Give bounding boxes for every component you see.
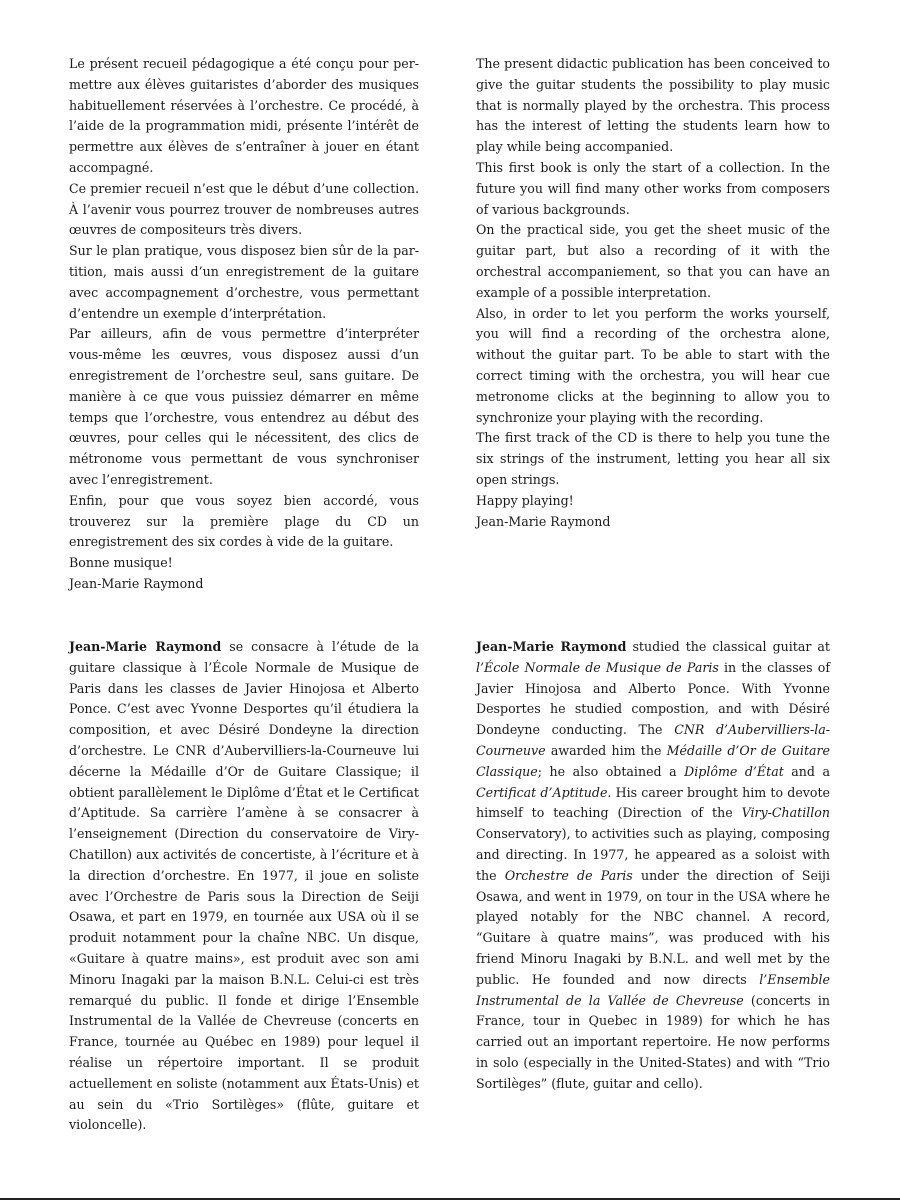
en-bio-italic: l’Ensemble Instrumental de la Vallée de Chevreuse <box>476 971 830 1008</box>
fr-intro-signature: Jean-Marie Raymond <box>69 575 204 591</box>
fr-bio-paragraph <box>69 637 419 1136</box>
en-intro-paragraph: On the practical side, you get the sheet music of the guitar part, but also a recording of it with the orchestral accompaniement, so that you can have an example of a possible interpretation. <box>476 222 830 300</box>
en-bio-text: Conservatory), to activities such as playing, composing and directing. In 1977, he appeared as a soloist with the <box>476 826 830 883</box>
fr-intro-paragraph: Par ailleurs, afin de vous permettre d’interpréter vous-même les œuvres, vous disposez aussi d’un enregistrement de l’orchestre seul, sans guitare. De manière à ce que vous puissiez démarrer en même temps que l’orchestre, vous entendrez au début des œuvres, pour celles qui le nécessitent, des clics de métronome vous permettant de vous synchroniser avec l’enregistrement. <box>69 326 419 487</box>
en-bio-text: and a <box>783 763 831 779</box>
en-bio-text: in the classes of Javier Hinojosa and Alberto Ponce. With Yvonne Desportes he studied compostion, and with Désiré Dondeyne conducting. The <box>476 659 830 738</box>
english-biography <box>476 637 830 1095</box>
en-bio-text: under the direction of Seiji Osawa, and went in 1979, on tour in the USA where he played notably for the NBC channel. A record, “Guitare à quatre mains”, was produced with his friend Minoru Inagaki by B.N.L. and well met by the public. He founded and now directs <box>476 867 830 987</box>
fr-intro-paragraph: Sur le plan pratique, vous disposez bien sûr de la partition, mais aussi d’un enregistrement de la guitare avec accompagnement d’orchestre, vous permettant d’entendre un exemple d’interprétation. <box>69 243 419 321</box>
french-introduction <box>69 54 419 595</box>
en-bio-italic: l’École Normale de Musique de Paris <box>476 659 719 675</box>
en-bio-text: . His career brought him to devote himself to teaching (Direction of the <box>476 784 830 821</box>
en-bio-text: awarded him the <box>545 742 667 758</box>
en-bio-italic: Orchestre de Paris <box>504 867 633 883</box>
fr-intro-paragraph: Enfin, pour que vous soyez bien accordé, vous trouverez sur la première plage du CD un enregistrement des six cordes à vide de la guitare. <box>69 492 419 550</box>
en-bio-italic: Certificat d’Aptitude <box>476 784 608 800</box>
en-intro-closing: Happy playing! <box>476 492 574 508</box>
fr-intro-closing: Bonne musique! <box>69 555 173 571</box>
fr-bio-author-name: Jean-Marie Raymond <box>69 639 222 654</box>
fr-bio-text: se consacre à l’étude de la guitare classique à l’École Normale de Musique de Paris dans les classes de Javier Hinojosa et Alberto Ponce. C’est avec Yvonne Desportes qu’il étudiera la composition, et avec Désiré Dondeyne la direction d’orchestre. Le CNR d’Aubervilliers-la-Courneuve lui décerne la Médaille d’Or de Guitare Classique; il obtient parallèlement le Diplôme d’État et le Certificat d’Aptitude. Sa carrière l’amène à se consacrer à l’enseignement (Direction du conservatoire de Viry-Chatillon) aux activités de concertiste, à l’écriture et à la direction d’orchestre. En 1977, il joue en soliste avec l’Orchestre de Paris sous la Direction de Seiji Osawa, et part en 1979, en tournée aux USA où il se produit notamment pour la chaîne NBC. Un disque, «Guitare à quatre mains», est produit avec son ami Minoru Inagaki par la maison B.N.L. Celui-ci est très remarqué du public. Il fonde et dirige l’Ensemble Instrumental de la Vallée de Chevreuse (concerts en France, tournée au Québec en 1989) pour lequel il réalise un répertoire important. Il se produit actuellement en soliste (notamment aux États-Unis) et au sein du «Trio Sortilèges» (flûte, guitare et violoncelle). <box>69 639 419 1133</box>
en-bio-text: studied the classical guitar at <box>626 639 830 654</box>
en-bio-italic: CNR d’Aubervilliers-la-Courneuve <box>476 722 831 758</box>
english-introduction <box>476 54 830 532</box>
en-bio-paragraph <box>476 637 830 1095</box>
fr-intro-paragraph: Ce premier recueil n’est que le début d’une collection. À l’avenir vous pourrez trouver de nombreuses autres œuvres de compositeurs très divers. <box>69 180 419 238</box>
en-intro-signature: Jean-Marie Raymond <box>476 513 611 529</box>
en-bio-author-name: Jean-Marie Raymond <box>476 639 627 654</box>
fr-intro-paragraph: Le présent recueil pédagogique a été conçu pour permettre aux élèves guitaristes d’aborder des musiques habituellement réservées à l’orchestre. Ce procédé, à l’aide de la programmation midi, présente l’intérêt de permettre aux élèves de s’entraîner à jouer en étant accompagné. <box>69 56 419 175</box>
en-bio-italic: Viry-Chatillon <box>741 805 830 821</box>
en-bio-text: (concerts in France, tour in Quebec in 1989) for which he has carried out an important repertoire. He now performs in solo (especially in the United-States) and with “Trio Sortilèges” (flute, guitar and cello). <box>476 992 830 1091</box>
en-intro-paragraph: This first book is only the start of a collection. In the future you will find many other works from composers of various backgrounds. <box>476 159 830 217</box>
en-intro-paragraph: Also, in order to let you perform the works yourself, you will find a recording of the orchestra alone, without the guitar part. To be able to start with the correct timing with the orchestra, you will hear cue metronome clicks at the beginning to allow you to synchronize your playing with the recording. <box>476 305 830 425</box>
en-bio-italic: Médaille d’Or de Guitare Classique <box>476 742 830 779</box>
en-bio-text: ; he also obtained a <box>537 763 685 779</box>
french-biography <box>69 637 419 1136</box>
en-intro-paragraph: The first track of the CD is there to help you tune the six strings of the instrument, letting you hear all six open strings. <box>476 430 830 487</box>
en-bio-italic: Diplôme d’État <box>684 763 784 779</box>
en-intro-paragraph: The present didactic publication has been conceived to give the guitar students the possibility to play music that is normally played by the orchestra. This process has the interest of letting the students learn how to play while being accompanied. <box>476 56 830 155</box>
